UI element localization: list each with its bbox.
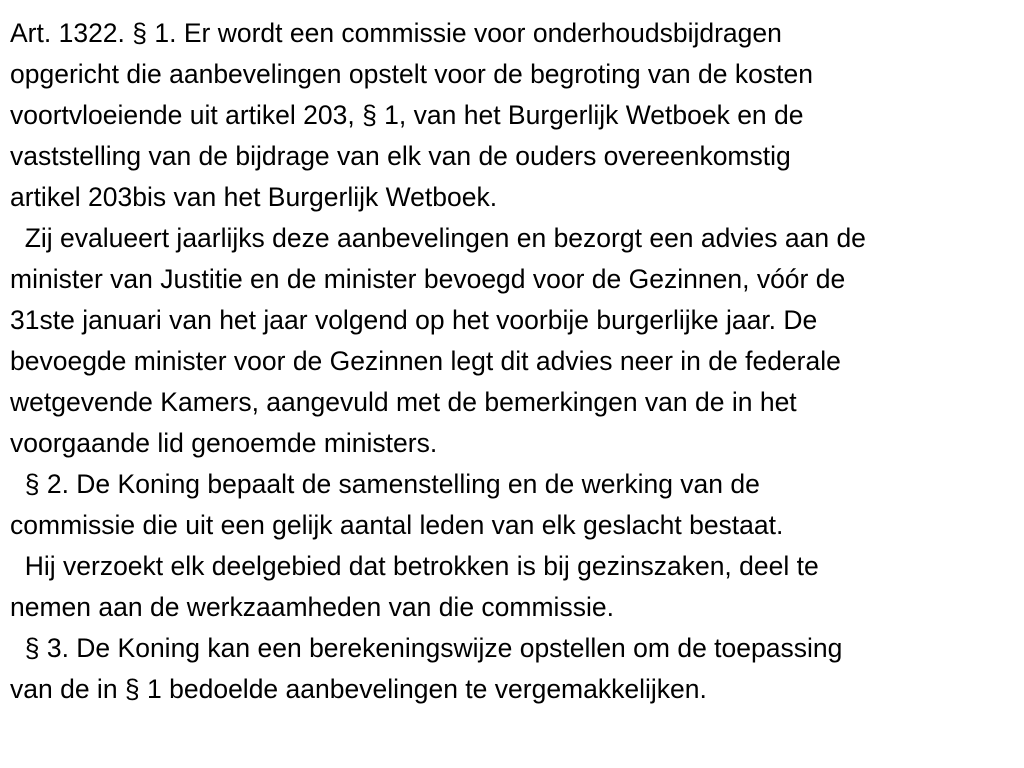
text-line-13: commissie die uit een gelijk aantal leden van elk geslacht bestaat.: [10, 510, 784, 540]
text-line-9: bevoegde minister voor de Gezinnen legt dit advies neer in de federale: [10, 346, 841, 376]
text-line-6: Zij evalueert jaarlijks deze aanbevelingen en bezorgt een advies aan de: [10, 223, 866, 253]
text-line-5: artikel 203bis van het Burgerlijk Wetboek.: [10, 182, 498, 212]
text-line-15: nemen aan de werkzaamheden van die commissie.: [10, 592, 614, 622]
text-line-14: Hij verzoekt elk deelgebied dat betrokken is bij gezinszaken, deel te: [10, 551, 819, 581]
text-line-8: 31ste januari van het jaar volgend op het voorbije burgerlijke jaar. De: [10, 305, 818, 335]
text-line-17: van de in § 1 bedoelde aanbevelingen te vergemakkelijken.: [10, 674, 707, 704]
text-line-16: § 3. De Koning kan een berekeningswijze opstellen om de toepassing: [10, 633, 843, 663]
text-line-12: § 2. De Koning bepaalt de samenstelling en de werking van de: [10, 469, 760, 499]
text-line-1: Art. 1322. § 1. Er wordt een commissie voor onderhoudsbijdragen: [10, 18, 782, 48]
text-line-2: opgericht die aanbevelingen opstelt voor de begroting van de kosten: [10, 59, 813, 89]
text-line-4: vaststelling van de bijdrage van elk van de ouders overeenkomstig: [10, 141, 791, 171]
text-line-10: wetgevende Kamers, aangevuld met de bemerkingen van de in het: [10, 387, 797, 417]
text-line-11: voorgaande lid genoemde ministers.: [10, 428, 438, 458]
text-line-3: voortvloeiende uit artikel 203, § 1, van het Burgerlijk Wetboek en de: [10, 100, 804, 130]
text-line-7: minister van Justitie en de minister bevoegd voor de Gezinnen, vóór de: [10, 264, 846, 294]
article-text: [10, 13, 1015, 710]
